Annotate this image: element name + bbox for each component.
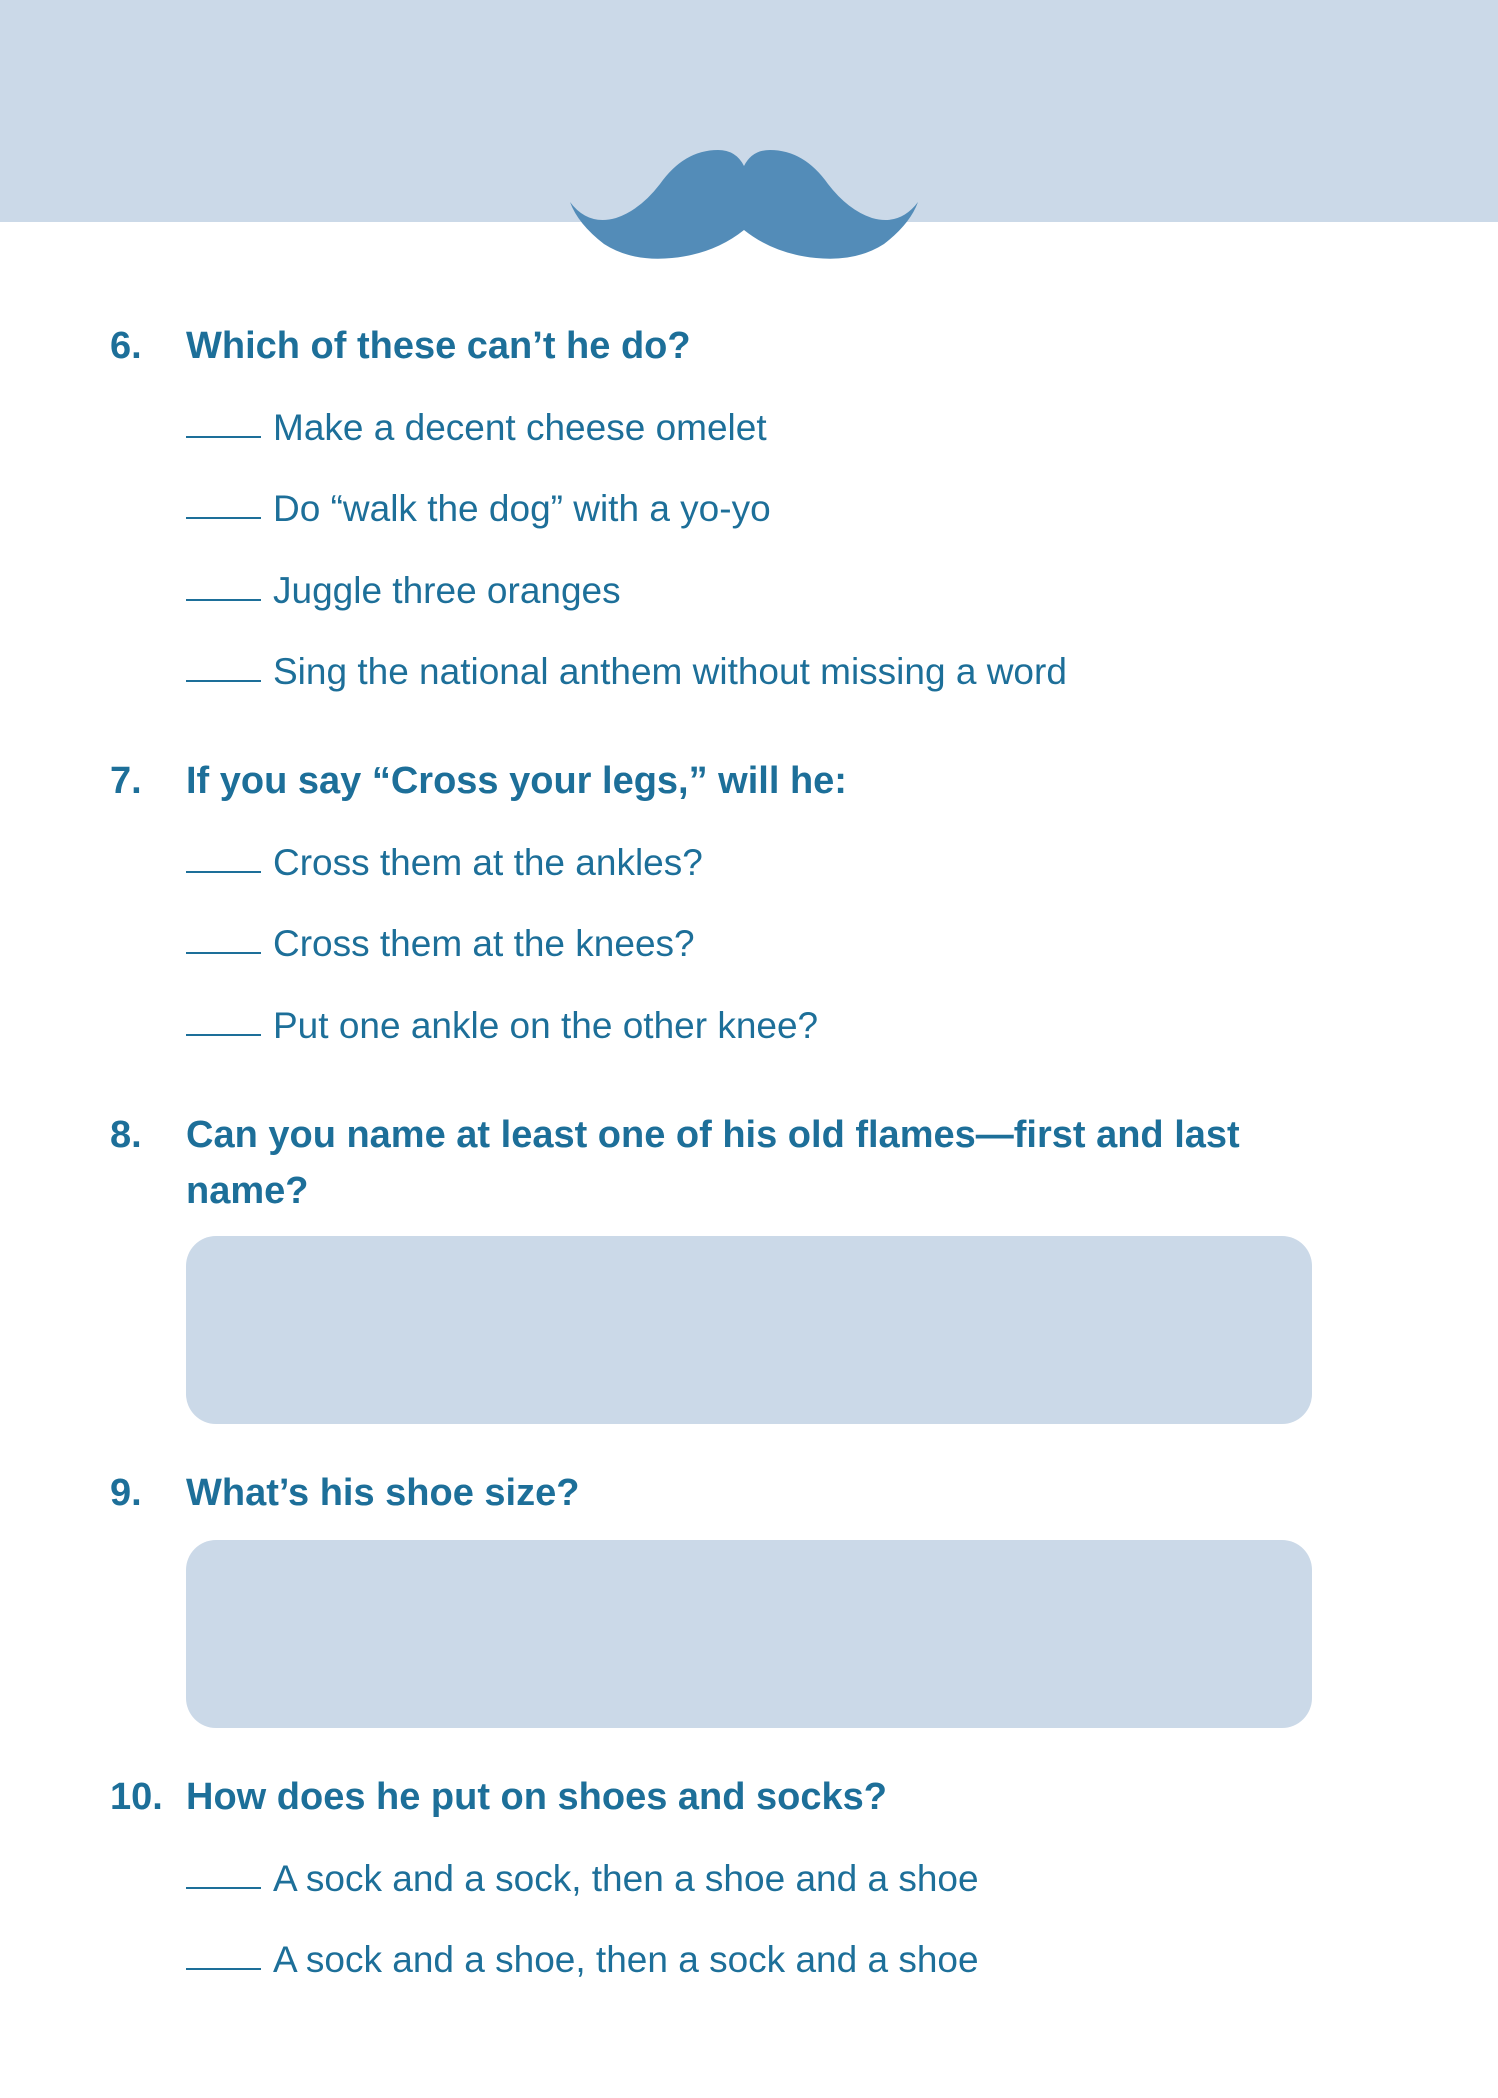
question-number: 8. — [110, 1114, 142, 1156]
answer-blank[interactable] — [186, 680, 261, 682]
answer-blank[interactable] — [186, 1034, 261, 1036]
answer-blank[interactable] — [186, 436, 261, 438]
option-label: Put one ankle on the other knee? — [273, 1005, 819, 1046]
option-label: Cross them at the ankles? — [273, 842, 703, 883]
question-number: 10. — [110, 1776, 163, 1818]
answer-blank[interactable] — [186, 1968, 261, 1970]
mustache-icon — [566, 144, 922, 262]
answer-blank[interactable] — [186, 599, 261, 601]
answer-option[interactable] — [186, 1001, 818, 1051]
question-6 — [110, 318, 1330, 374]
question-7 — [110, 753, 1330, 809]
answer-option[interactable] — [186, 403, 767, 453]
question-text: Which of these can’t he do? — [186, 325, 691, 367]
answer-option[interactable] — [186, 566, 621, 616]
answer-option[interactable] — [186, 647, 1067, 697]
answer-box-q9[interactable] — [186, 1540, 1312, 1728]
question-text: How does he put on shoes and socks? — [186, 1776, 887, 1818]
question-number: 7. — [110, 760, 142, 802]
answer-blank[interactable] — [186, 871, 261, 873]
option-label: Make a decent cheese omelet — [273, 407, 767, 448]
option-label: Juggle three oranges — [273, 570, 621, 611]
answer-option[interactable] — [186, 1854, 979, 1904]
answer-option[interactable] — [186, 1935, 979, 1985]
answer-option[interactable] — [186, 919, 695, 969]
question-text: What’s his shoe size? — [186, 1472, 580, 1514]
option-label: A sock and a shoe, then a sock and a shoe — [273, 1939, 979, 1980]
question-number: 6. — [110, 325, 142, 367]
answer-blank[interactable] — [186, 517, 261, 519]
question-8 — [110, 1107, 1330, 1219]
question-9 — [110, 1465, 1330, 1521]
option-label: Sing the national anthem without missing a word — [273, 651, 1067, 692]
answer-blank[interactable] — [186, 1887, 261, 1889]
question-number: 9. — [110, 1472, 142, 1514]
option-label: A sock and a sock, then a shoe and a shoe — [273, 1858, 979, 1899]
answer-box-q8[interactable] — [186, 1236, 1312, 1424]
answer-blank[interactable] — [186, 952, 261, 954]
question-text: If you say “Cross your legs,” will he: — [186, 760, 847, 802]
answer-option[interactable] — [186, 484, 771, 534]
option-label: Do “walk the dog” with a yo-yo — [273, 488, 771, 529]
question-text: Can you name at least one of his old flames—first and last name? — [186, 1114, 1240, 1212]
question-10 — [110, 1769, 1330, 1825]
answer-option[interactable] — [186, 838, 703, 888]
option-label: Cross them at the knees? — [273, 923, 695, 964]
